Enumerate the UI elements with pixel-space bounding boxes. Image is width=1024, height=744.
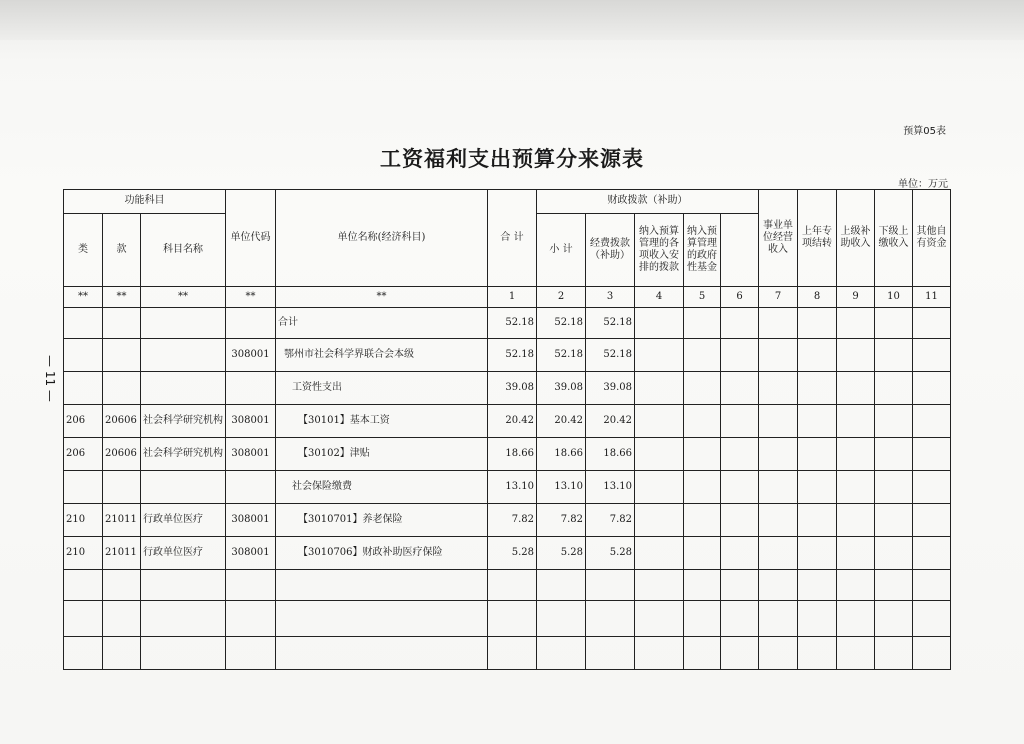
page-title: 工资福利支出预算分来源表 xyxy=(380,147,644,171)
header-unit-name: 单位名称(经济科目) xyxy=(276,190,488,287)
empty-cell xyxy=(684,637,721,670)
empty-cell xyxy=(837,308,875,339)
header-upper-subsidy: 上级补助收入 xyxy=(837,190,875,287)
cell-funding: 39.08 xyxy=(586,372,635,405)
cell-unit-code: 308001 xyxy=(226,405,276,438)
cell-unit-code: 308001 xyxy=(226,339,276,372)
empty-cell xyxy=(684,601,721,637)
empty-cell xyxy=(913,471,951,504)
cell-subject-name xyxy=(141,471,226,504)
empty-cell xyxy=(141,637,226,670)
header-fiscal: 财政拨款（补助） xyxy=(537,190,759,214)
empty-cell xyxy=(913,308,951,339)
empty-cell xyxy=(875,471,913,504)
cell-subject-name xyxy=(141,372,226,405)
cell-total: 52.18 xyxy=(488,339,537,372)
empty-cell xyxy=(635,372,684,405)
empty-cell xyxy=(759,601,798,637)
index-cell: 8 xyxy=(798,287,837,308)
header-unit-code: 单位代码 xyxy=(226,190,276,287)
empty-cell xyxy=(759,504,798,537)
cell-unit-name: 社会保险缴费 xyxy=(276,471,488,504)
empty-cell xyxy=(103,570,141,601)
empty-cell xyxy=(913,570,951,601)
empty-cell xyxy=(759,438,798,471)
empty-cell xyxy=(759,372,798,405)
empty-cell xyxy=(226,570,276,601)
empty-cell xyxy=(684,405,721,438)
empty-cell xyxy=(64,601,103,637)
cell-unit-name: 【30102】津贴 xyxy=(276,438,488,471)
empty-cell xyxy=(721,339,759,372)
cell-total: 7.82 xyxy=(488,504,537,537)
empty-cell xyxy=(798,405,837,438)
empty-cell xyxy=(721,537,759,570)
empty-cell xyxy=(759,570,798,601)
empty-cell xyxy=(488,637,537,670)
empty-cell xyxy=(721,471,759,504)
empty-cell xyxy=(875,570,913,601)
empty-cell xyxy=(488,570,537,601)
empty-cell xyxy=(759,339,798,372)
index-cell: ** xyxy=(64,287,103,308)
cell-funding: 52.18 xyxy=(586,308,635,339)
cell-unit-code: 308001 xyxy=(226,438,276,471)
blank-row xyxy=(64,601,951,637)
empty-cell xyxy=(684,308,721,339)
cell-subtotal: 20.42 xyxy=(537,405,586,438)
empty-cell xyxy=(837,471,875,504)
index-cell: 10 xyxy=(875,287,913,308)
cell-subtotal: 13.10 xyxy=(537,471,586,504)
cell-subject-name: 社会科学研究机构 xyxy=(141,405,226,438)
index-cell: 1 xyxy=(488,287,537,308)
empty-cell xyxy=(635,601,684,637)
empty-cell xyxy=(684,504,721,537)
cell-kuan xyxy=(103,372,141,405)
scan-shadow xyxy=(0,0,1024,40)
empty-cell xyxy=(875,504,913,537)
empty-cell xyxy=(875,438,913,471)
cell-kuan xyxy=(103,339,141,372)
header-lower-paid: 下级上缴收入 xyxy=(875,190,913,287)
cell-subject-name xyxy=(141,339,226,372)
empty-cell xyxy=(488,601,537,637)
cell-funding: 5.28 xyxy=(586,537,635,570)
empty-cell xyxy=(875,339,913,372)
empty-cell xyxy=(798,601,837,637)
empty-cell xyxy=(721,570,759,601)
cell-lei xyxy=(64,339,103,372)
empty-cell xyxy=(837,637,875,670)
empty-cell xyxy=(798,637,837,670)
empty-cell xyxy=(875,601,913,637)
cell-kuan xyxy=(103,308,141,339)
empty-cell xyxy=(798,438,837,471)
empty-cell xyxy=(537,637,586,670)
cell-funding: 52.18 xyxy=(586,339,635,372)
empty-cell xyxy=(759,637,798,670)
header-lei: 类 xyxy=(64,213,103,286)
page-number: — 11 — xyxy=(43,355,57,402)
cell-total: 20.42 xyxy=(488,405,537,438)
cell-kuan: 21011 xyxy=(103,537,141,570)
empty-cell xyxy=(721,308,759,339)
cell-subtotal: 18.66 xyxy=(537,438,586,471)
empty-cell xyxy=(537,601,586,637)
table-row xyxy=(64,308,951,339)
empty-cell xyxy=(226,637,276,670)
header-func-subject: 功能科目 xyxy=(64,190,226,214)
cell-lei xyxy=(64,308,103,339)
header-funding: 经费拨款（补助） xyxy=(586,213,635,286)
empty-cell xyxy=(913,438,951,471)
empty-cell xyxy=(798,308,837,339)
empty-cell xyxy=(875,308,913,339)
cell-subject-name: 行政单位医疗 xyxy=(141,537,226,570)
empty-cell xyxy=(586,570,635,601)
cell-funding: 13.10 xyxy=(586,471,635,504)
cell-lei: 206 xyxy=(64,405,103,438)
cell-subtotal: 7.82 xyxy=(537,504,586,537)
header-carryover: 上年专项结转 xyxy=(798,190,837,287)
empty-cell xyxy=(837,438,875,471)
index-cell: ** xyxy=(103,287,141,308)
empty-cell xyxy=(586,601,635,637)
empty-cell xyxy=(684,471,721,504)
empty-cell xyxy=(721,637,759,670)
cell-total: 39.08 xyxy=(488,372,537,405)
empty-cell xyxy=(875,405,913,438)
empty-cell xyxy=(759,537,798,570)
cell-lei: 206 xyxy=(64,438,103,471)
table-row xyxy=(64,438,951,471)
index-cell: 11 xyxy=(913,287,951,308)
table-row xyxy=(64,504,951,537)
index-row xyxy=(64,287,951,308)
empty-cell xyxy=(798,570,837,601)
cell-kuan: 20606 xyxy=(103,438,141,471)
cell-funding: 20.42 xyxy=(586,405,635,438)
empty-cell xyxy=(721,504,759,537)
index-cell: ** xyxy=(276,287,488,308)
blank-row xyxy=(64,570,951,601)
empty-cell xyxy=(635,308,684,339)
empty-cell xyxy=(64,637,103,670)
empty-cell xyxy=(103,601,141,637)
empty-cell xyxy=(276,570,488,601)
empty-cell xyxy=(798,537,837,570)
cell-subtotal: 39.08 xyxy=(537,372,586,405)
cell-unit-name: 鄂州市社会科学界联合会本级 xyxy=(276,339,488,372)
empty-cell xyxy=(721,438,759,471)
empty-cell xyxy=(837,504,875,537)
empty-cell xyxy=(684,372,721,405)
empty-cell xyxy=(837,537,875,570)
cell-kuan: 20606 xyxy=(103,405,141,438)
table-row xyxy=(64,471,951,504)
cell-total: 18.66 xyxy=(488,438,537,471)
header-subject-name: 科目名称 xyxy=(141,213,226,286)
index-cell: 5 xyxy=(684,287,721,308)
empty-cell xyxy=(837,601,875,637)
header-business: 事业单位经营收入 xyxy=(759,190,798,287)
cell-kuan: 21011 xyxy=(103,504,141,537)
empty-cell xyxy=(837,405,875,438)
empty-cell xyxy=(913,537,951,570)
empty-cell xyxy=(635,339,684,372)
empty-cell xyxy=(684,339,721,372)
cell-subtotal: 52.18 xyxy=(537,339,586,372)
empty-cell xyxy=(684,537,721,570)
index-cell: 9 xyxy=(837,287,875,308)
header-other-own: 其他自有资金 xyxy=(913,190,951,287)
empty-cell xyxy=(837,570,875,601)
cell-subtotal: 52.18 xyxy=(537,308,586,339)
empty-cell xyxy=(875,537,913,570)
cell-unit-name: 【3010706】财政补助医疗保险 xyxy=(276,537,488,570)
empty-cell xyxy=(635,405,684,438)
empty-cell xyxy=(913,504,951,537)
empty-cell xyxy=(913,339,951,372)
unit-label: 单位：万元 xyxy=(898,179,948,190)
cell-lei xyxy=(64,372,103,405)
header-gov-fund: 纳入预算管理的政府性基金 xyxy=(684,213,721,286)
index-cell: ** xyxy=(226,287,276,308)
header-subtotal: 小 计 xyxy=(537,213,586,286)
empty-cell xyxy=(759,308,798,339)
table-row xyxy=(64,405,951,438)
empty-cell xyxy=(913,372,951,405)
cell-lei xyxy=(64,471,103,504)
cell-unit-code: 308001 xyxy=(226,537,276,570)
empty-cell xyxy=(913,601,951,637)
table-row xyxy=(64,537,951,570)
header-kuan: 款 xyxy=(103,213,141,286)
cell-unit-code: 308001 xyxy=(226,504,276,537)
cell-subject-name xyxy=(141,308,226,339)
form-code: 预算05表 xyxy=(903,126,946,137)
table-row xyxy=(64,339,951,372)
cell-subtotal: 5.28 xyxy=(537,537,586,570)
empty-cell xyxy=(875,372,913,405)
empty-cell xyxy=(837,372,875,405)
empty-cell xyxy=(721,601,759,637)
empty-cell xyxy=(103,637,141,670)
cell-lei: 210 xyxy=(64,537,103,570)
index-cell: 7 xyxy=(759,287,798,308)
cell-kuan xyxy=(103,471,141,504)
cell-funding: 7.82 xyxy=(586,504,635,537)
index-cell: 2 xyxy=(537,287,586,308)
index-cell: 6 xyxy=(721,287,759,308)
cell-total: 13.10 xyxy=(488,471,537,504)
empty-cell xyxy=(635,570,684,601)
table-row xyxy=(64,372,951,405)
empty-cell xyxy=(759,471,798,504)
cell-funding: 18.66 xyxy=(586,438,635,471)
empty-cell xyxy=(537,570,586,601)
cell-unit-name: 合计 xyxy=(276,308,488,339)
empty-cell xyxy=(635,438,684,471)
empty-cell xyxy=(875,637,913,670)
empty-cell xyxy=(798,339,837,372)
index-cell: ** xyxy=(141,287,226,308)
empty-cell xyxy=(635,537,684,570)
cell-total: 5.28 xyxy=(488,537,537,570)
cell-unit-name: 【3010701】养老保险 xyxy=(276,504,488,537)
cell-unit-name: 工资性支出 xyxy=(276,372,488,405)
header-budget-mgmt: 纳入预算管理的各项收入安排的拨款 xyxy=(635,213,684,286)
empty-cell xyxy=(684,570,721,601)
cell-unit-name: 【30101】基本工资 xyxy=(276,405,488,438)
empty-cell xyxy=(635,504,684,537)
empty-cell xyxy=(586,637,635,670)
empty-cell xyxy=(684,438,721,471)
cell-unit-code xyxy=(226,372,276,405)
index-cell: 4 xyxy=(635,287,684,308)
cell-subject-name: 社会科学研究机构 xyxy=(141,438,226,471)
empty-cell xyxy=(635,637,684,670)
cell-lei: 210 xyxy=(64,504,103,537)
empty-cell xyxy=(913,405,951,438)
header-total: 合 计 xyxy=(488,190,537,287)
empty-cell xyxy=(759,405,798,438)
empty-cell xyxy=(64,570,103,601)
cell-unit-code xyxy=(226,308,276,339)
budget-table xyxy=(63,189,951,670)
empty-cell xyxy=(798,504,837,537)
empty-cell xyxy=(798,471,837,504)
cell-total: 52.18 xyxy=(488,308,537,339)
empty-cell xyxy=(141,601,226,637)
empty-cell xyxy=(226,601,276,637)
empty-cell xyxy=(635,471,684,504)
empty-cell xyxy=(913,637,951,670)
blank-row xyxy=(64,637,951,670)
index-cell: 3 xyxy=(586,287,635,308)
empty-cell xyxy=(276,637,488,670)
empty-cell xyxy=(141,570,226,601)
empty-cell xyxy=(721,405,759,438)
empty-cell xyxy=(837,339,875,372)
empty-cell xyxy=(798,372,837,405)
empty-cell xyxy=(721,372,759,405)
empty-cell xyxy=(276,601,488,637)
cell-unit-code xyxy=(226,471,276,504)
cell-subject-name: 行政单位医疗 xyxy=(141,504,226,537)
